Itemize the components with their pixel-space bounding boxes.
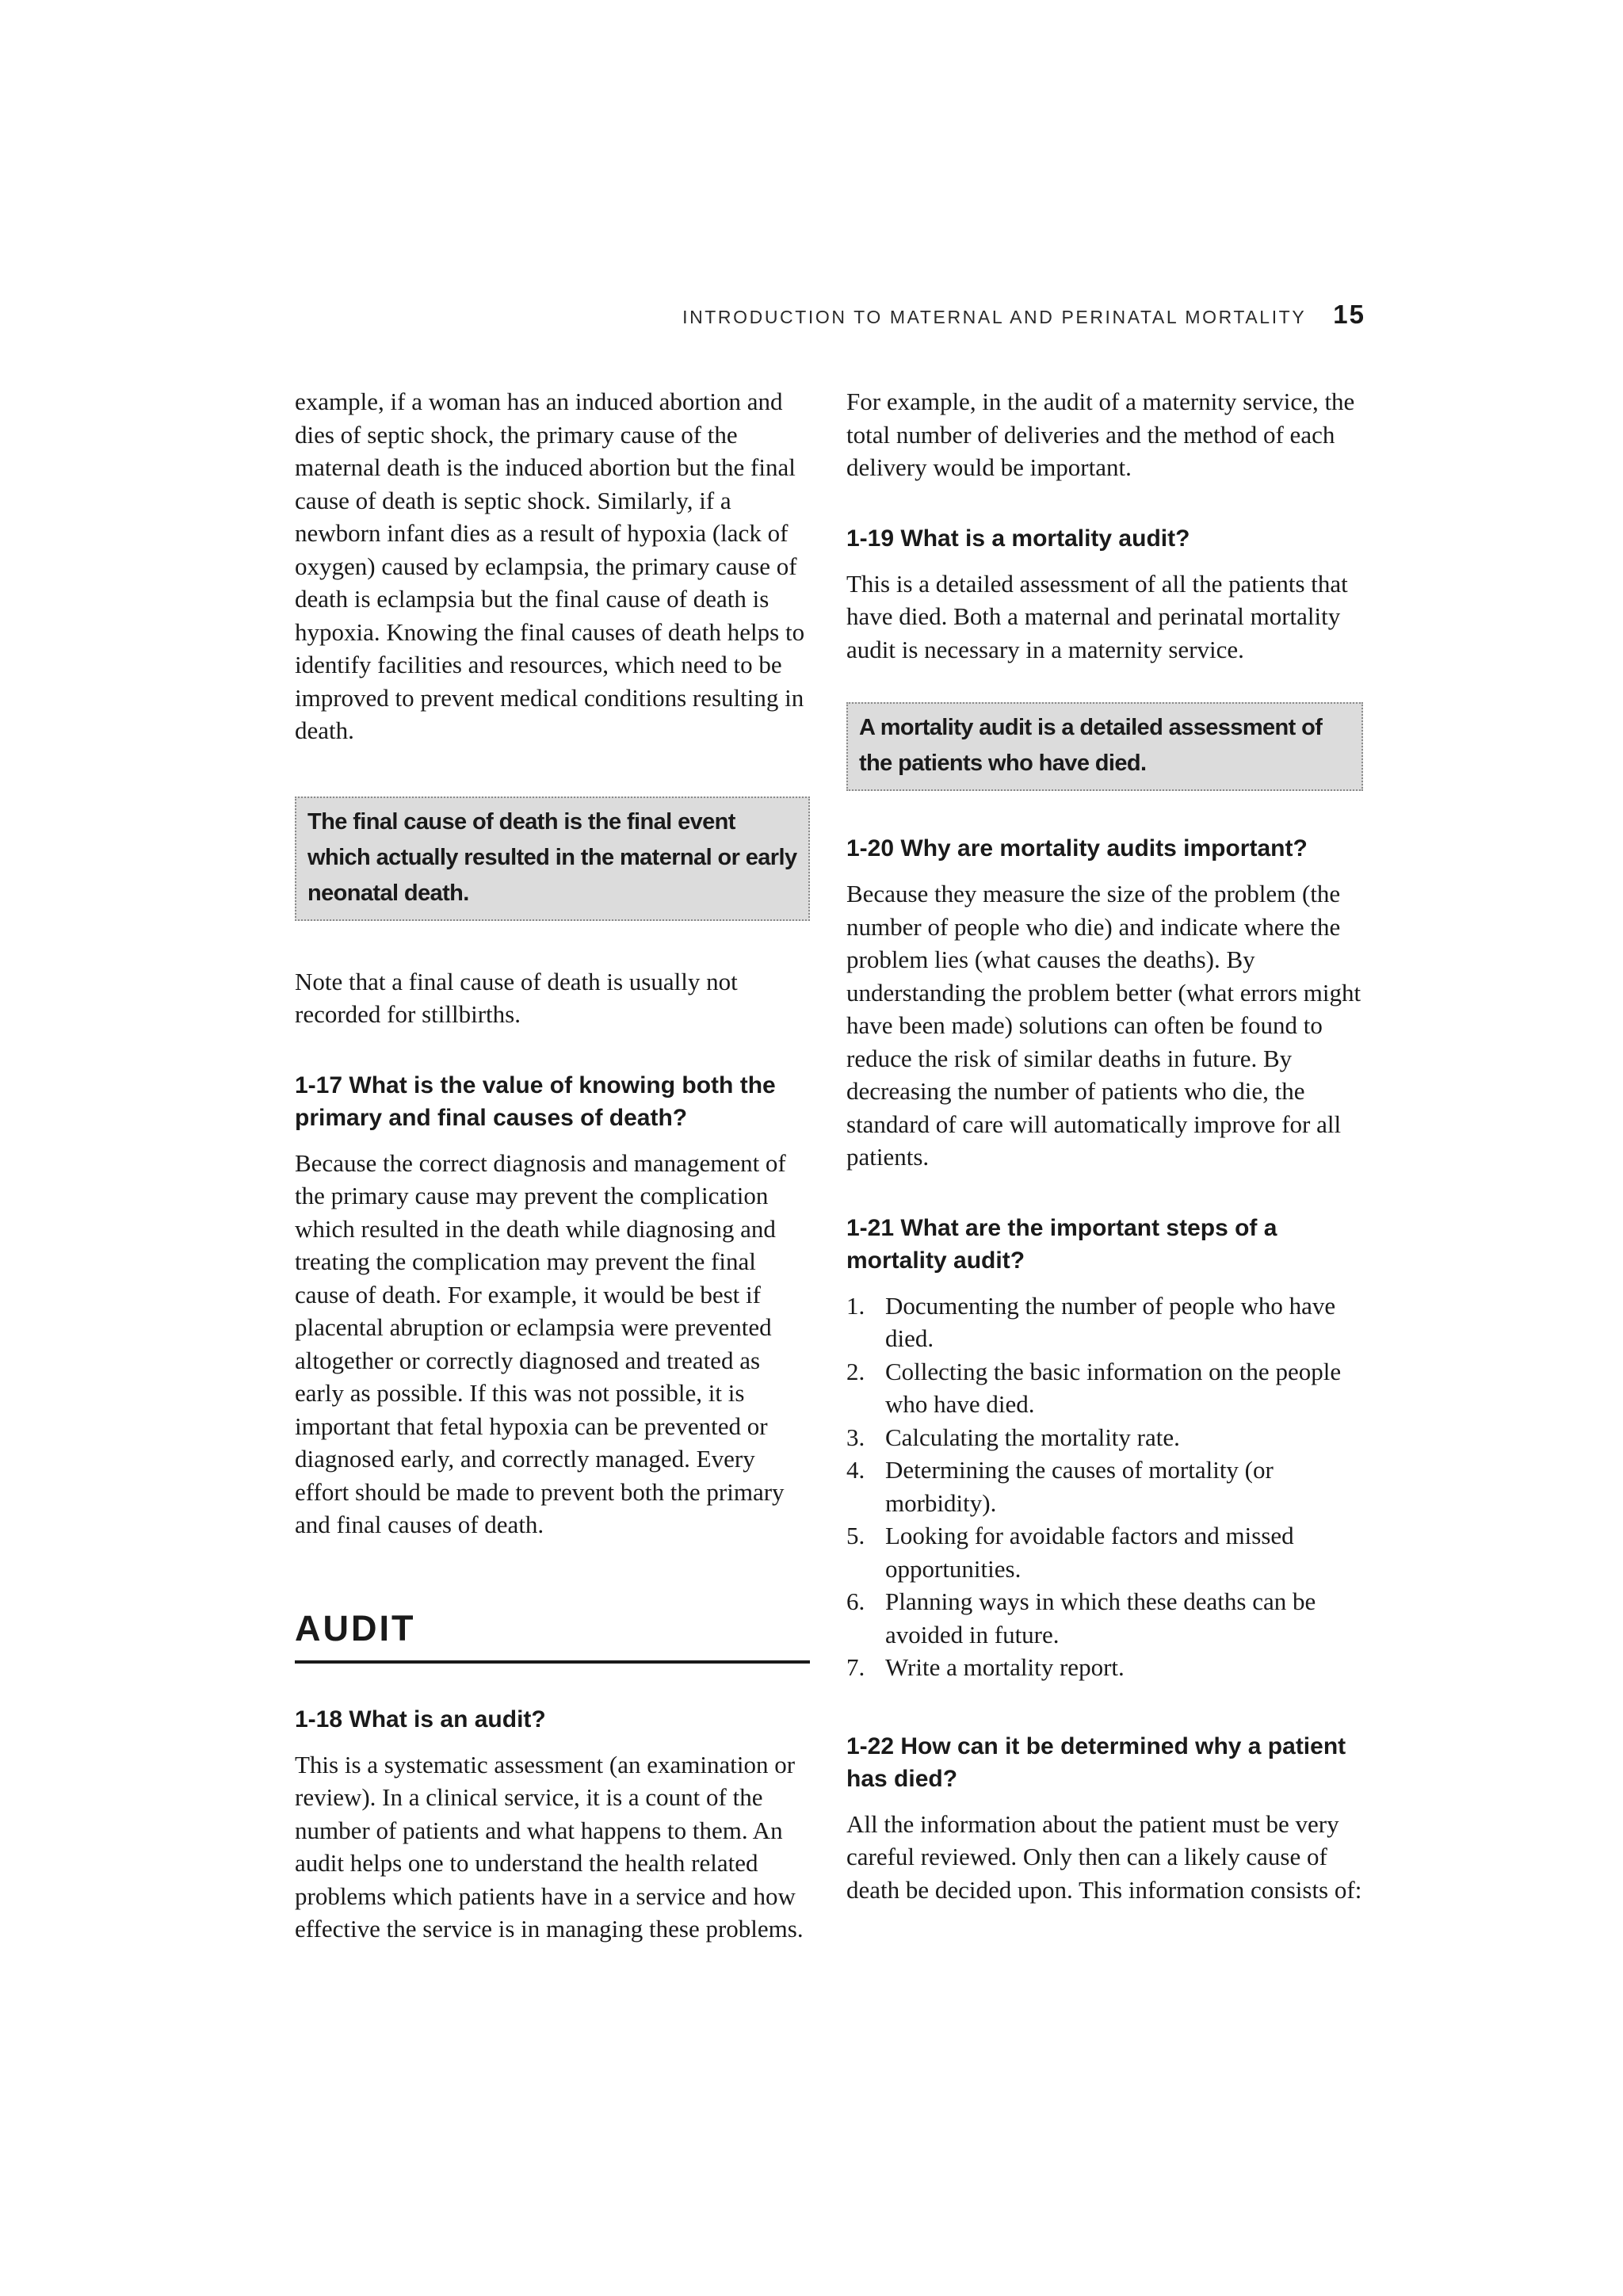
- question-1-19: 1-19 What is a mortality audit?: [846, 525, 1190, 552]
- list-item: [846, 1289, 1363, 1355]
- mortality-audit-steps-list: [846, 1289, 1363, 1684]
- callout-mortality-audit: A mortality audit is a detailed assessment of the patients who have died.: [846, 702, 1363, 791]
- list-item-number: 2.: [846, 1357, 865, 1385]
- list-item-number: 3.: [846, 1423, 865, 1451]
- answer-1-17: Because the correct diagnosis and management of the primary cause may prevent the complication which resulted in the death while diagnosing and treating the complication may prevent the final cause of death. For example, it would be best if placental abruption or eclampsia were prevented altogether or correctly diagnosed and treated as early as possible. If this was not possible, it is important that fetal hypoxia can be prevented or diagnosed early, and correctly managed. Every effort should be made to prevent both the primary and final causes of death.: [295, 1148, 786, 1538]
- running-header: [682, 300, 1365, 330]
- callout-final-cause: The final cause of death is the final event which actually resulted in the maternal or early neonatal death.: [295, 797, 810, 921]
- list-item-number: 5.: [846, 1522, 865, 1549]
- example-paragraph: For example, in the audit of a maternity service, the total number of deliveries and the method of each delivery would be important.: [846, 388, 1355, 481]
- list-item-text: Write a mortality report.: [885, 1653, 1125, 1681]
- list-item: [846, 1651, 1363, 1684]
- question-1-20: 1-20 Why are mortality audits important?: [846, 835, 1308, 861]
- question-1-22: 1-22 How can it be determined why a patient has died?: [846, 1733, 1346, 1792]
- list-item-number: 1.: [846, 1291, 865, 1320]
- list-item-number: 7.: [846, 1653, 865, 1681]
- list-item: [846, 1454, 1363, 1519]
- list-item-text: Collecting the basic information on the people who have died.: [885, 1357, 1342, 1418]
- answer-1-22: All the information about the patient must be very careful reviewed. Only then can a likely cause of death be decided upon. This information consists of:: [846, 1809, 1362, 1904]
- intro-paragraph: example, if a woman has an induced abortion and dies of septic shock, the primary cause of the maternal death is the induced abortion but the final cause of death is septic shock. Similarly, if a newborn infant dies as a result of hypoxia (lack of oxygen) caused by eclampsia, the primary cause of death is eclampsia but the final cause of death is hypoxia. Knowing the final causes of death helps to identify facilities and resources, which need to be improved to prevent medical conditions resulting in death.: [295, 388, 805, 744]
- question-1-17: 1-17 What is the value of knowing both the primary and final causes of death?: [295, 1072, 776, 1131]
- answer-1-19: This is a detailed assessment of all the patients that have died. Both a maternal and perinatal mortality audit is necessary in a maternity service.: [846, 569, 1348, 663]
- list-item: [846, 1585, 1363, 1651]
- list-item-text: Documenting the number of people who have died.: [885, 1291, 1336, 1352]
- answer-1-18: This is a systematic assessment (an examination or review). In a clinical service, it is a count of the number of patients and what happens to them. An audit helps one to understand the health related problems which patients have in a service and how effective the service is in managing these problems.: [295, 1750, 804, 1943]
- list-item-number: 6.: [846, 1587, 865, 1615]
- question-1-18: 1-18 What is an audit?: [295, 1706, 546, 1733]
- list-item: [846, 1421, 1363, 1454]
- answer-1-20: Because they measure the size of the problem (the number of people who die) and indicate where the problem lies (what causes the deaths). By understanding the problem better (what errors might have been made) solutions can often be found to reduce the risk of similar deaths in future. By decreasing the number of patients who die, the standard of care will automatically improve for all patients.: [846, 880, 1361, 1171]
- list-item: [846, 1355, 1363, 1421]
- list-item: [846, 1519, 1363, 1585]
- question-1-21: 1-21 What are the important steps of a mortality audit?: [846, 1214, 1277, 1274]
- list-item-text: Calculating the mortality rate.: [885, 1423, 1180, 1451]
- left-column: [295, 385, 810, 1995]
- right-column: [846, 385, 1363, 1955]
- note-paragraph: Note that a final cause of death is usually not recorded for stillbirths.: [295, 967, 738, 1028]
- section-heading-audit: AUDIT: [295, 1605, 810, 1664]
- list-item-text: Looking for avoidable factors and missed opportunities.: [885, 1522, 1294, 1583]
- list-item-text: Planning ways in which these deaths can be avoided in future.: [885, 1587, 1316, 1648]
- running-title: INTRODUCTION TO MATERNAL AND PERINATAL MORTALITY: [682, 307, 1307, 327]
- list-item-text: Determining the causes of mortality (or morbidity).: [885, 1456, 1274, 1517]
- list-item-number: 4.: [846, 1456, 865, 1484]
- page-number: 15: [1333, 300, 1365, 329]
